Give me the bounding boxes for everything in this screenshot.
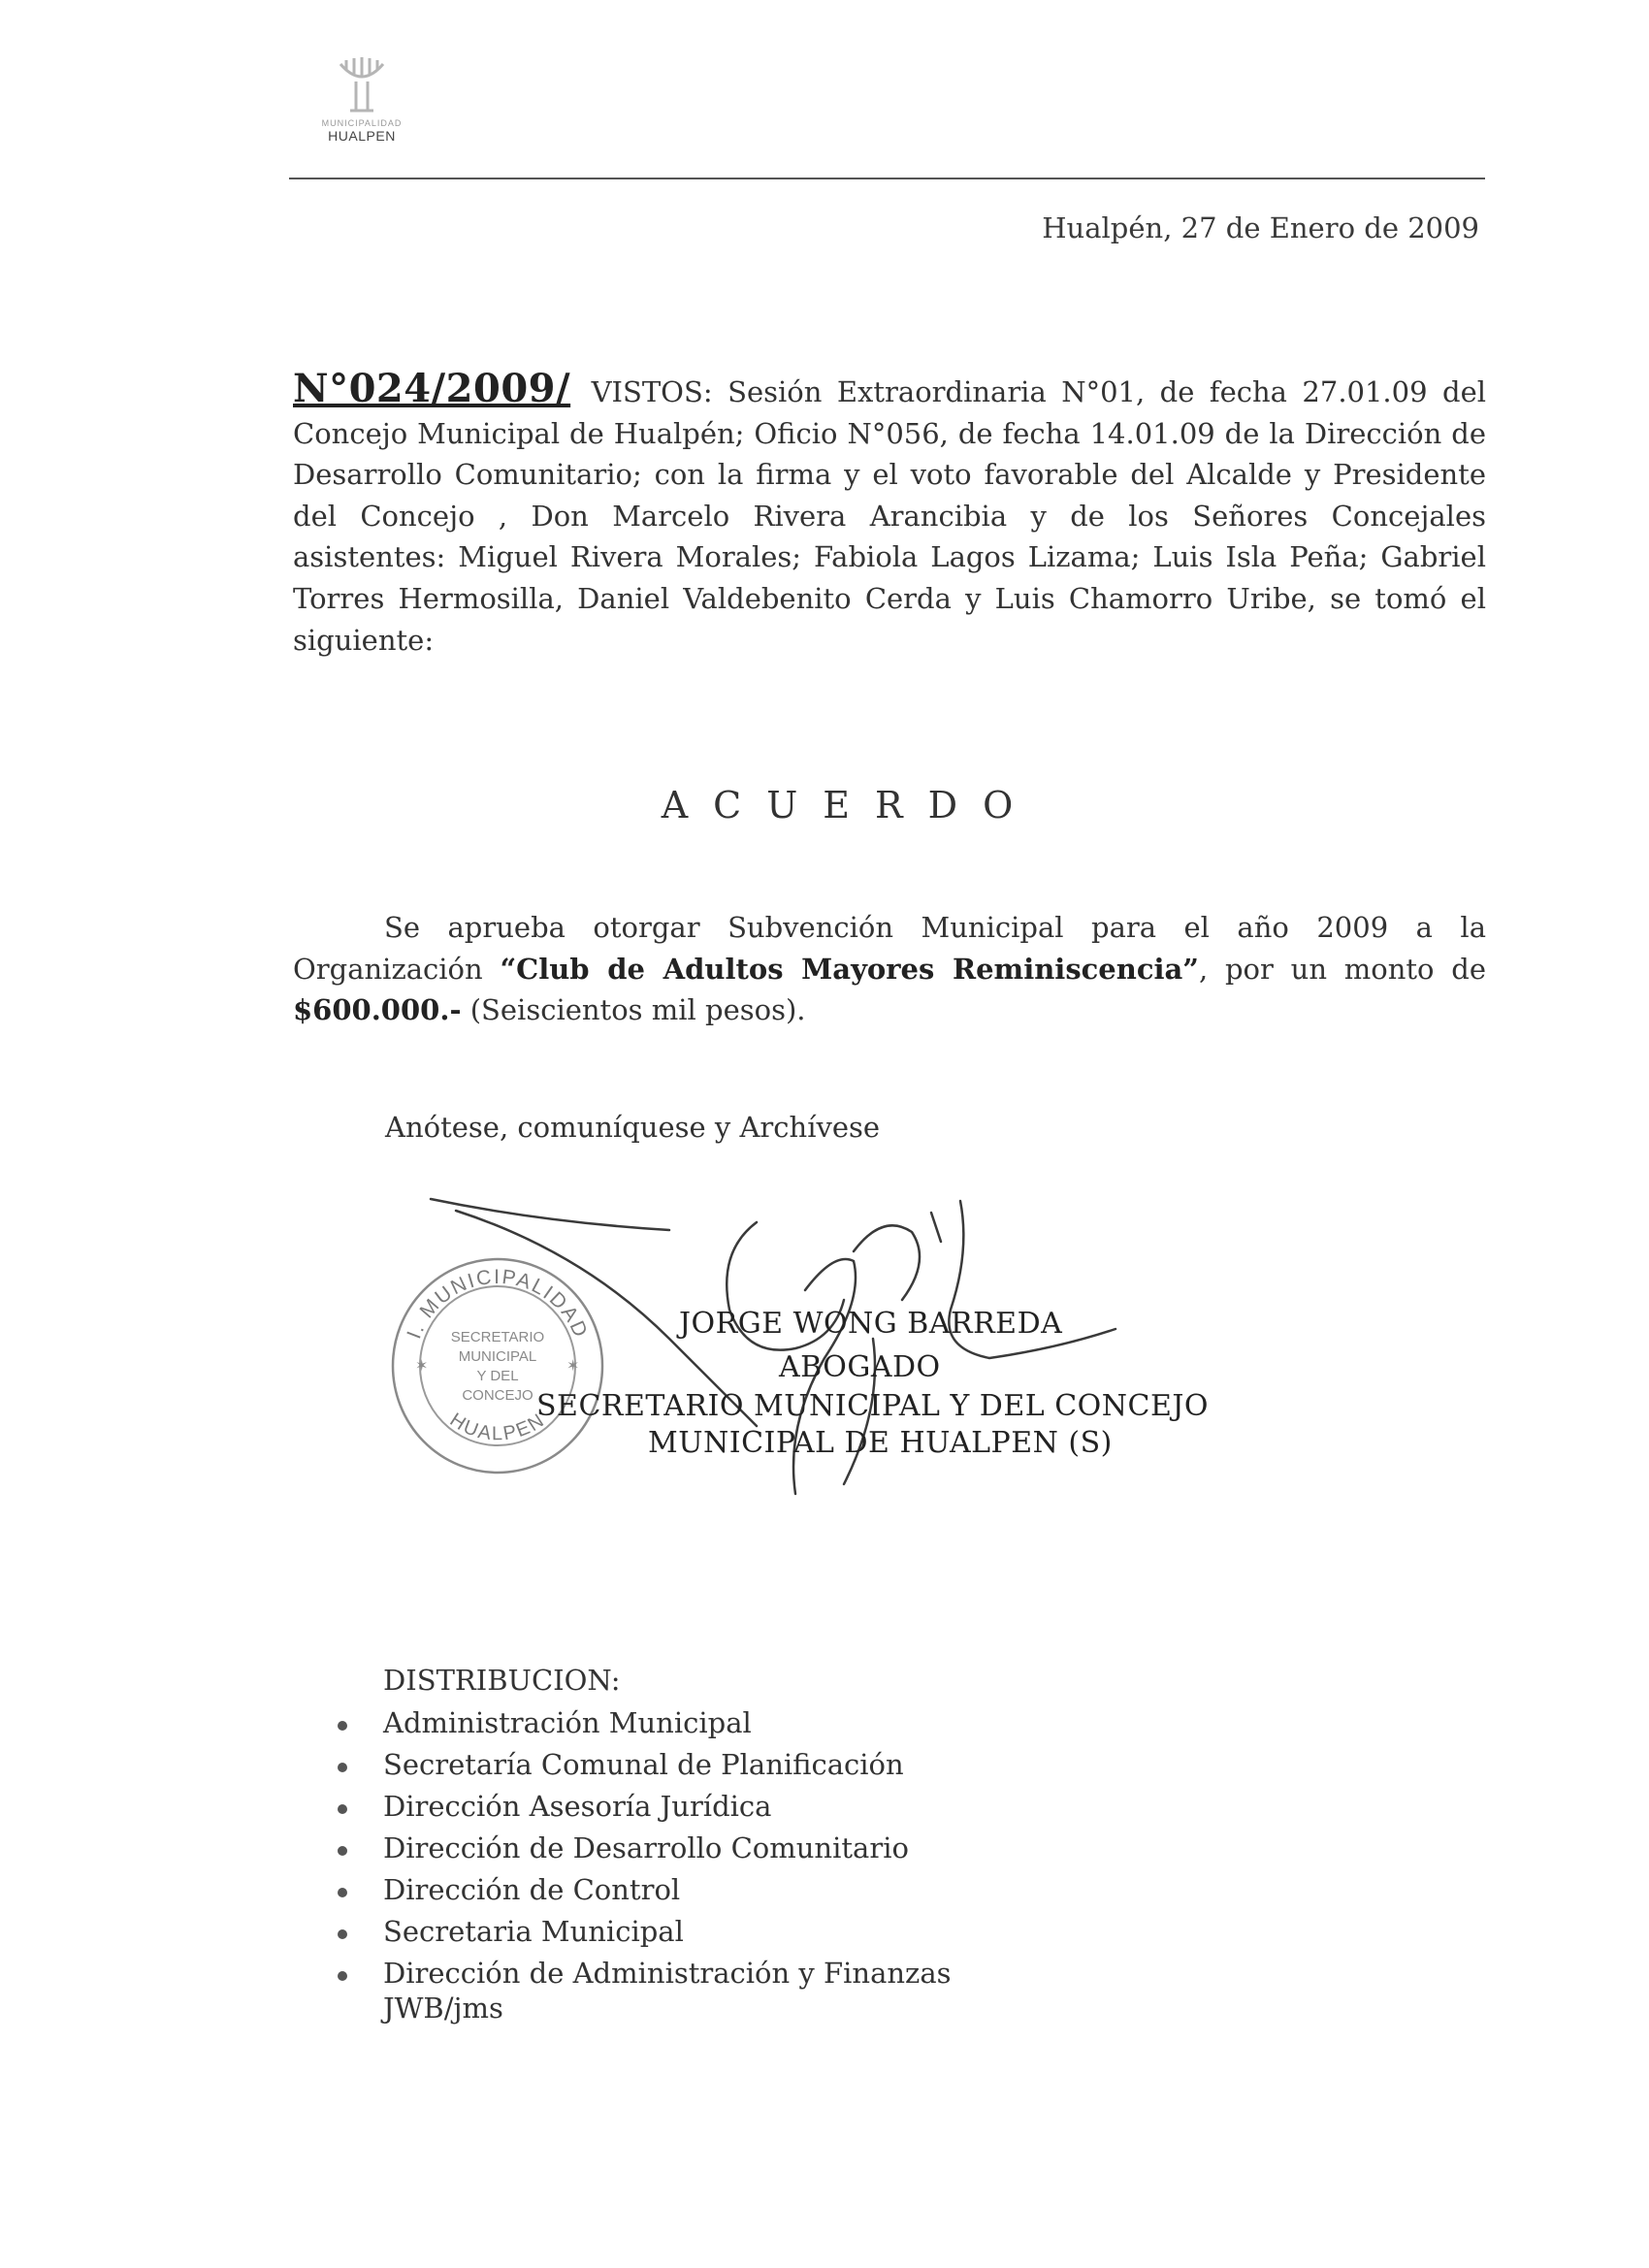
stamp-star-left-icon: ✶ — [415, 1356, 429, 1375]
resolution-number: N°024/2009/ — [293, 366, 571, 411]
bullet-icon — [338, 1721, 347, 1731]
typist-initials: JWB/jms — [383, 1992, 503, 2025]
bullet-icon — [338, 1763, 347, 1772]
closing-formula: Anótese, comuníquese y Archívese — [385, 1111, 881, 1144]
resolution-text-1: Se aprueba otorgar Subvención Municipal para el año 2009 a la Organización — [293, 911, 1486, 986]
signatory-name: JORGE WONG BARREDA — [679, 1307, 1063, 1341]
stamp-line-3: Y DEL — [476, 1368, 519, 1384]
grant-amount: $600.000.- — [293, 993, 462, 1027]
stamp-line-4: CONCEJO — [462, 1387, 534, 1404]
stamp-line-2: MUNICIPAL — [458, 1348, 537, 1365]
municipal-logo — [308, 56, 415, 168]
distribution-heading: DISTRIBUCION: — [383, 1664, 621, 1697]
list-item: Secretaria Municipal — [330, 1911, 952, 1953]
vistos-label: VISTOS: — [591, 375, 713, 408]
list-item: Dirección Asesoría Jurídica — [330, 1786, 952, 1828]
logo-small-text: MUNICIPALIDAD — [321, 118, 403, 128]
bullet-icon — [338, 1929, 347, 1939]
bullet-icon — [338, 1846, 347, 1856]
list-item: Administración Municipal — [330, 1702, 952, 1744]
stamp-outer-top: I. MUNICIPALIDAD — [403, 1265, 593, 1343]
official-stamp — [386, 1245, 609, 1477]
resolution-text-2: , por un monto de — [1199, 952, 1487, 986]
list-item: Dirección de Desarrollo Comunitario — [330, 1828, 952, 1869]
stamp-star-right-icon: ✶ — [566, 1356, 580, 1375]
list-item: Dirección de Administración y Finanzas — [330, 1953, 952, 1994]
header-divider — [289, 178, 1485, 179]
signatory-title: ABOGADO — [779, 1350, 941, 1384]
svg-text:HUALPEN — [446, 1409, 549, 1445]
stamp-line-1: SECRETARIO — [450, 1329, 545, 1345]
signatory-office: MUNICIPAL DE HUALPEN (S) — [648, 1426, 1113, 1460]
distribution-list — [330, 1702, 952, 1994]
bullet-icon — [338, 1888, 347, 1897]
municipal-emblem-icon — [333, 56, 391, 116]
vistos-text: Sesión Extraordinaria N°01, de fecha 27.01.09 del Concejo Municipal de Hualpén; Oficio N°056, de fecha 14.01.09 de la Dirección de Desarrollo Comunitario; con la firma y el voto favorable del Alcalde y Presidente del Concejo , Don Marcelo Rivera Arancibia y de los Señores Concejales asistentes: Miguel Rivera Morales; Fabiola Lagos Lizama; Luis Isla Peña; Gabriel Torres Hermosilla, Daniel Valdebenito Cerda y Luis Chamorro Uribe, se tomó el siguiente: — [293, 375, 1487, 657]
resolution-text-3: (Seiscientos mil pesos). — [461, 993, 806, 1027]
vistos-paragraph — [293, 366, 1487, 661]
list-item: Dirección de Control — [330, 1869, 952, 1911]
stamp-outer-bottom: HUALPEN — [445, 1409, 550, 1445]
document-date: Hualpén, 27 de Enero de 2009 — [1042, 211, 1479, 244]
acuerdo-heading: ACUERDO — [661, 784, 1039, 826]
signatory-role: SECRETARIO MUNICIPAL Y DEL CONCEJO — [536, 1389, 1209, 1423]
bullet-icon — [338, 1804, 347, 1814]
list-item: Secretaría Comunal de Planificación — [330, 1744, 952, 1786]
bullet-icon — [338, 1971, 347, 1981]
club-name: “Club de Adultos Mayores Reminiscencia” — [500, 952, 1199, 986]
logo-name: HUALPEN — [328, 128, 396, 144]
resolution-paragraph — [293, 907, 1486, 1031]
